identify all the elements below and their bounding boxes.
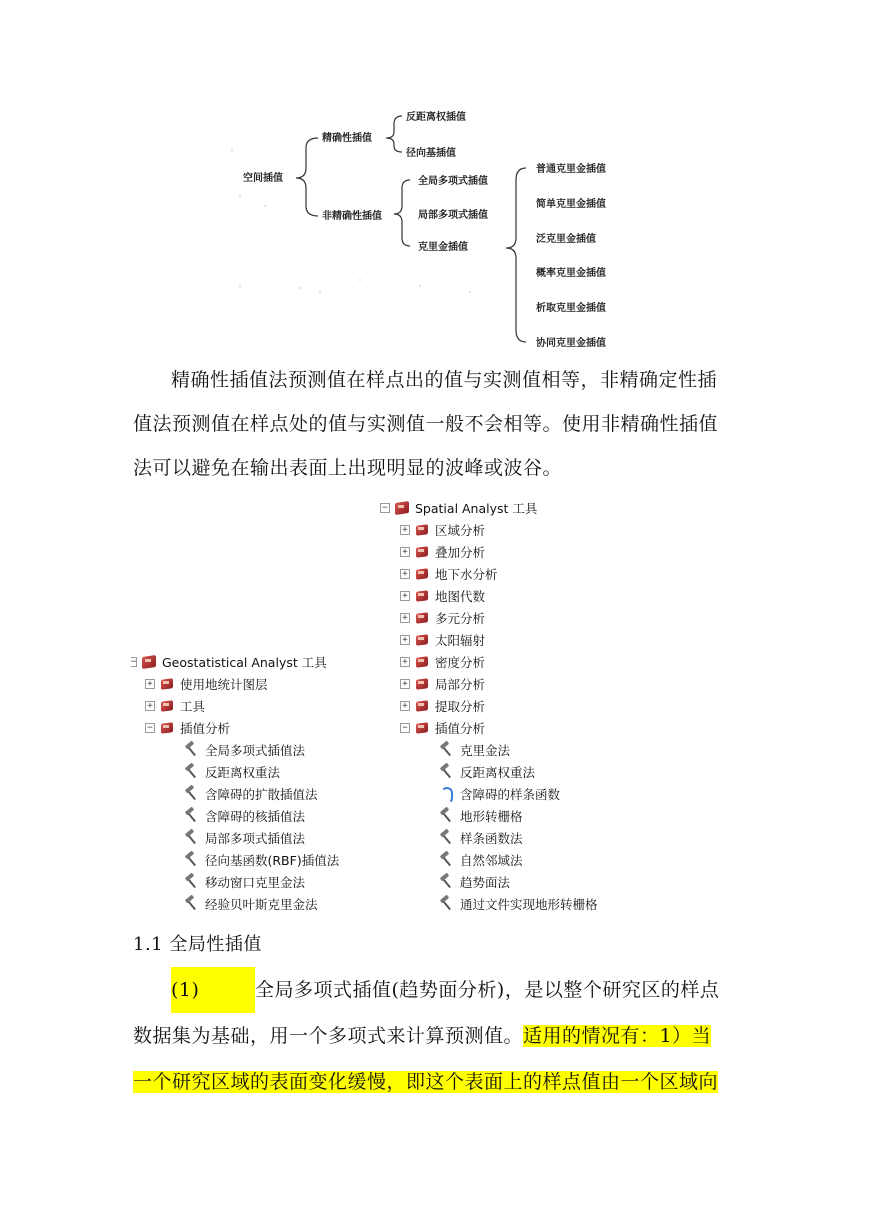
sa-root-label: Spatial Analyst 工具: [415, 501, 538, 516]
kriging-child-6: 协同克里金插值: [536, 338, 606, 349]
geo-tool-7[interactable]: [183, 872, 305, 892]
sa-toolset-7-label: 密度分析: [435, 655, 486, 670]
hammer-icon: [438, 742, 454, 758]
collapse-icon[interactable]: −: [131, 657, 137, 667]
section-heading: 1.1 全局性插值: [133, 934, 262, 955]
geo-tool-4[interactable]: [183, 806, 305, 826]
script-tool-icon: [438, 786, 454, 802]
geo-toolset-3-label: 插值分析: [180, 721, 231, 736]
expand-icon[interactable]: +: [400, 657, 410, 667]
sa-toolset-1[interactable]: [400, 520, 485, 540]
hammer-icon: [438, 896, 454, 912]
toolset-icon: [415, 524, 429, 536]
sa-tool-7[interactable]: [438, 872, 510, 892]
sa-toolset-4-label: 地图代数: [435, 589, 486, 604]
geo-tool-6-label: 径向基函数(RBF)插值法: [205, 853, 340, 868]
sa-toolset-1-label: 区域分析: [435, 523, 486, 538]
geo-tool-2[interactable]: [183, 762, 280, 782]
geo-tool-2-label: 反距离权重法: [205, 765, 281, 780]
hammer-icon: [438, 830, 454, 846]
kriging-child-1: 普通克里金插值: [536, 164, 606, 175]
diagram-inexact-child-2: 局部多项式插值: [418, 210, 488, 221]
kriging-child-3: 泛克里金插值: [536, 234, 596, 245]
sa-toolset-10[interactable]: [400, 718, 485, 738]
kriging-child-5: 析取克里金插值: [536, 303, 606, 314]
brace-inexact: [394, 180, 410, 246]
sa-tool-2-label: 反距离权重法: [460, 765, 536, 780]
sa-tool-3-label: 含障碍的样条函数: [460, 787, 561, 802]
geo-tool-4-label: 含障碍的核插值法: [205, 809, 306, 824]
geo-toolset-1-label: 使用地统计图层: [180, 677, 268, 692]
hammer-icon: [438, 874, 454, 890]
paragraph-exact-vs-inexact: [133, 358, 741, 490]
geo-root[interactable]: [131, 652, 327, 672]
sa-toolset-10-label: 插值分析: [435, 721, 486, 736]
para1-line-2: 值法预测值在样点处的值与实测值一般不会相等。使用非精确性插值: [133, 413, 719, 435]
para2-line-1-text: 全局多项式插值(趋势面分析)，是以整个研究区的样点: [255, 979, 720, 1001]
expand-icon[interactable]: +: [400, 613, 410, 623]
para2-line-3-highlight: 一个研究区域的表面变化缓慢，即这个表面上的样点值由一个区域向: [133, 1071, 719, 1093]
expand-icon[interactable]: +: [400, 525, 410, 535]
sa-toolset-6[interactable]: [400, 630, 485, 650]
diagram-exact: 精确性插值: [322, 133, 372, 144]
sa-tool-1[interactable]: [438, 740, 510, 760]
collapse-icon[interactable]: −: [380, 503, 390, 513]
para1-line-1: 精确性插值法预测值在样点出的值与实测值相等，非精确定性插: [171, 369, 718, 391]
kriging-child-2: 简单克里金插值: [536, 199, 606, 210]
geo-tool-7-label: 移动窗口克里金法: [205, 875, 306, 890]
geo-toolset-2-label: 工具: [180, 699, 206, 714]
brace-root: [296, 138, 318, 216]
geo-root-label: Geostatistical Analyst 工具: [162, 655, 327, 670]
brace-exact: [386, 116, 402, 152]
toolset-icon: [160, 722, 174, 734]
geo-tool-8[interactable]: [183, 894, 318, 914]
para2-line-2-text: 数据集为基础，用一个多项式来计算预测值。: [133, 1025, 524, 1047]
geo-tool-1-label: 全局多项式插值法: [205, 743, 306, 758]
geo-tool-5[interactable]: [183, 828, 305, 848]
hammer-icon: [438, 808, 454, 824]
geo-tool-6[interactable]: [183, 850, 339, 870]
hammer-icon: [183, 830, 199, 846]
expand-icon[interactable]: +: [400, 635, 410, 645]
expand-icon[interactable]: +: [400, 679, 410, 689]
sa-toolset-7[interactable]: [400, 652, 485, 672]
sa-toolset-4[interactable]: [400, 586, 485, 606]
hammer-icon: [183, 808, 199, 824]
item-number: (1): [171, 967, 255, 1013]
sa-tool-2[interactable]: [438, 762, 535, 782]
para2-line-3: [133, 1059, 741, 1105]
sa-toolset-5[interactable]: [400, 608, 485, 628]
brace-kriging: [506, 168, 526, 342]
hammer-icon: [183, 874, 199, 890]
toolset-icon: [160, 700, 174, 712]
sa-toolset-5-label: 多元分析: [435, 611, 486, 626]
expand-icon[interactable]: +: [400, 569, 410, 579]
diagram-exact-child-1: 反距离权插值: [406, 112, 466, 123]
diagram-inexact-child-1: 全局多项式插值: [418, 176, 488, 187]
sa-toolset-9[interactable]: [400, 696, 485, 716]
sa-toolset-3-label: 地下水分析: [435, 567, 498, 582]
toolset-icon: [415, 656, 429, 668]
hammer-icon: [438, 852, 454, 868]
toolset-icon: [415, 700, 429, 712]
sa-tool-3[interactable]: [438, 784, 560, 804]
toolbox-icon: [395, 502, 409, 514]
sa-toolset-2-label: 叠加分析: [435, 545, 486, 560]
toolset-icon: [415, 612, 429, 624]
sa-tool-6[interactable]: [438, 850, 523, 870]
sa-tool-4[interactable]: [438, 806, 523, 826]
collapse-icon[interactable]: −: [145, 723, 155, 733]
interpolation-classification-diagram: [0, 0, 869, 360]
toolset-icon: [415, 678, 429, 690]
geo-toolset-2[interactable]: [145, 696, 205, 716]
sa-tool-7-label: 趋势面法: [460, 875, 511, 890]
geo-tool-3[interactable]: [183, 784, 318, 804]
sa-toolset-8-label: 局部分析: [435, 677, 486, 692]
para1-line-3: 法可以避免在输出表面上出现明显的波峰或波谷。: [133, 457, 563, 479]
expand-icon[interactable]: +: [145, 701, 155, 711]
diagram-exact-child-2: 径向基插值: [406, 148, 456, 159]
sa-tool-1-label: 克里金法: [460, 743, 511, 758]
hammer-icon: [183, 764, 199, 780]
geo-toolset-1[interactable]: [145, 674, 268, 694]
geo-toolset-3[interactable]: [145, 718, 230, 738]
expand-icon[interactable]: +: [400, 547, 410, 557]
sa-toolset-3[interactable]: [400, 564, 498, 584]
sa-tool-5-label: 样条函数法: [460, 831, 523, 846]
toolset-icon: [160, 678, 174, 690]
geo-tool-3-label: 含障碍的扩散插值法: [205, 787, 318, 802]
sa-tool-5[interactable]: [438, 828, 523, 848]
expand-icon[interactable]: +: [145, 679, 155, 689]
geo-tool-8-label: 经验贝叶斯克里金法: [205, 897, 318, 912]
sa-toolset-9-label: 提取分析: [435, 699, 486, 714]
toolset-icon: [415, 590, 429, 602]
hammer-icon: [183, 852, 199, 868]
hammer-icon: [183, 742, 199, 758]
paragraph-global-polynomial: [133, 967, 741, 1105]
sa-tool-6-label: 自然邻域法: [460, 853, 523, 868]
para2-line-2-highlight: 适用的情况有：1）当: [523, 1025, 712, 1047]
hammer-icon: [183, 896, 199, 912]
hammer-icon: [183, 786, 199, 802]
toolset-icon: [415, 722, 429, 734]
spatial-analyst-tree: [380, 498, 640, 916]
toolset-icon: [415, 546, 429, 558]
para2-line-1: [133, 967, 741, 1013]
hammer-icon: [438, 764, 454, 780]
sa-toolset-6-label: 太阳辐射: [435, 633, 486, 648]
diagram-inexact: 非精确性插值: [322, 211, 382, 222]
sa-tool-8[interactable]: [438, 894, 598, 914]
sa-toolset-8[interactable]: [400, 674, 485, 694]
kriging-child-4: 概率克里金插值: [536, 268, 606, 279]
toolset-icon: [415, 568, 429, 580]
sa-tool-4-label: 地形转栅格: [460, 809, 523, 824]
sa-toolset-2[interactable]: [400, 542, 485, 562]
expand-icon[interactable]: +: [400, 701, 410, 711]
geo-tool-1[interactable]: [183, 740, 305, 760]
para2-line-2: [133, 1013, 741, 1059]
collapse-icon[interactable]: −: [400, 723, 410, 733]
expand-icon[interactable]: +: [400, 591, 410, 601]
geostatistical-analyst-tree: [131, 652, 371, 917]
sa-root[interactable]: [380, 498, 537, 518]
sa-tool-8-label: 通过文件实现地形转栅格: [460, 897, 598, 912]
toolbox-icon: [142, 656, 156, 668]
toolset-icon: [415, 634, 429, 646]
geo-tool-5-label: 局部多项式插值法: [205, 831, 306, 846]
diagram-inexact-child-3: 克里金插值: [418, 242, 468, 253]
diagram-root: 空间插值: [243, 173, 283, 184]
